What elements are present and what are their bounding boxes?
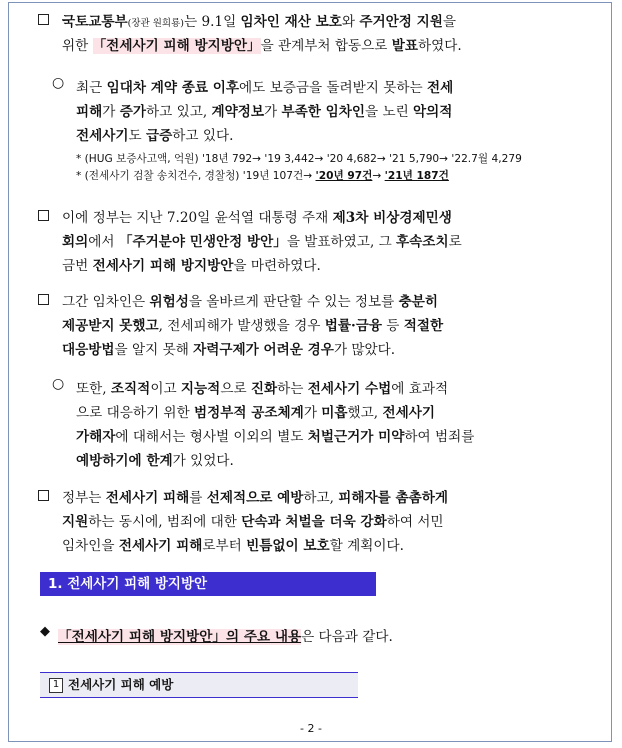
text: 부족한 임차인 [281, 104, 365, 120]
text: 하고 있고, [145, 104, 212, 120]
text: 에도 보증금을 돌려받지 못하는 [238, 80, 427, 96]
summary-title: 「전세사기 피해 방지방안」의 주요 내용 [58, 629, 302, 645]
text: 하고 있다. [172, 128, 234, 144]
text: 임차인 재산 보호 [240, 14, 342, 30]
text: 을 노린 [365, 104, 414, 120]
text: 발표 [391, 38, 418, 54]
text: 빈틈없이 보호 [246, 538, 330, 554]
text: 전세 [426, 80, 454, 96]
text: 에서 [88, 234, 119, 250]
paragraph-2-line-3 [76, 124, 233, 144]
subsection-heading [40, 672, 358, 698]
paragraph-5-line-2 [76, 401, 435, 421]
paragraph-6-line-3 [62, 534, 404, 554]
text: 을 알지 못해 [114, 342, 194, 358]
text: 로부터 [202, 538, 247, 554]
text: 을 올바르게 판단할 수 있는 정보를 [188, 294, 399, 310]
text: 와 [341, 14, 360, 30]
text: 하는 [277, 381, 308, 397]
text: 법률·금융 [324, 318, 382, 334]
text: 하여 범죄를 [404, 429, 475, 445]
text: 을 [442, 14, 457, 30]
text: 「주거분야 민생안정 방안」 [118, 234, 287, 250]
text: 로 [448, 234, 462, 250]
text: 가해자 [76, 429, 116, 445]
circle-bullet-icon: ○ [52, 376, 65, 392]
text: 전세사기 [76, 128, 129, 144]
text: 등 [381, 318, 404, 334]
section-heading: 1. 전세사기 피해 방지방안 [40, 572, 376, 596]
text: 선제적으로 예방 [206, 490, 304, 506]
text: 피해자를 촘촘하게 [338, 490, 449, 506]
text: 계약정보 [211, 104, 265, 120]
paragraph-2-line-1 [76, 76, 453, 96]
highlighted-title: 「전세사기 피해 방지방안」 [92, 38, 261, 54]
text: 하였다. [417, 38, 462, 54]
text: 지능적 [180, 381, 221, 397]
text: 자력구제가 어려운 경우 [193, 342, 334, 358]
diamond-bullet-icon: ◆ [40, 624, 50, 639]
text: 회의 [62, 234, 89, 250]
text: 범정부적 공조체계 [194, 405, 304, 421]
text: 으로 대응하기 위한 [76, 405, 195, 421]
text: 을 발표하였고, 그 [286, 234, 397, 250]
text: 가 [264, 104, 282, 120]
text: 피해 [76, 104, 103, 120]
paragraph-2-line-2 [76, 100, 452, 120]
text: 조직적 [110, 381, 151, 397]
page-number: - 2 - [300, 722, 322, 735]
text: 하는 동시에, 범죄에 대한 [88, 514, 242, 530]
paragraph-5-line-1 [76, 377, 448, 397]
paragraph-5-line-3 [76, 425, 474, 445]
paragraph-3-line-3 [62, 254, 321, 274]
text: 충분히 [398, 294, 439, 310]
text: 임대차 계약 종료 이후 [106, 80, 239, 96]
text: 하고, [303, 490, 339, 506]
text: 그간 임차인은 [62, 294, 150, 310]
text: 제3차 비상경제민생 [332, 210, 452, 226]
text: 가 [102, 104, 120, 120]
text: 했고, [347, 405, 383, 421]
text: (장관 원희룡) [127, 18, 184, 29]
text: 처벌근거가 미약 [307, 429, 405, 445]
text: 으로 [220, 381, 251, 397]
text: 대응방법 [62, 342, 115, 358]
paragraph-4-line-3 [62, 338, 395, 358]
text: 적절한 [403, 318, 444, 334]
text: 전세사기 피해 [105, 490, 190, 506]
text: 전세사기 수법 [307, 381, 392, 397]
text: 지원 [62, 514, 89, 530]
text: 임차인을 [62, 538, 119, 554]
text: 을 마련하였다. [233, 258, 321, 274]
text: 또한, [76, 381, 111, 397]
circle-bullet-icon: ○ [52, 75, 65, 91]
paragraph-6-line-2 [62, 510, 444, 530]
text: * (전세사기 검찰 송치건수, 경찰청) '19년 107건→ [76, 170, 316, 182]
text: 전세사기 피해 방지방안 [92, 258, 234, 274]
checkbox-bullet-icon [38, 210, 49, 221]
text: 증가 [119, 104, 146, 120]
text: 전세사기 [382, 405, 435, 421]
text: 정부는 [62, 490, 106, 506]
text: 미흡 [321, 405, 348, 421]
paragraph-3-line-2 [62, 230, 462, 250]
text: 에 효과적 [391, 381, 449, 397]
text: 하여 서민 [386, 514, 444, 530]
text: 에 대해서는 형사벌 이외의 별도 [115, 429, 308, 445]
subsection-title: 전세사기 피해 예방 [68, 677, 174, 692]
text: 위한 [62, 38, 93, 54]
text: 도 [128, 128, 146, 144]
text: 를 [189, 490, 207, 506]
text: 은 다음과 같다. [301, 629, 393, 645]
paragraph-4-line-1 [62, 290, 438, 310]
text: 전세사기 피해 [118, 538, 203, 554]
text: 할 계획이다. [329, 538, 404, 554]
paragraph-6-line-1 [62, 486, 448, 506]
text: 을 관계부처 합동으로 [260, 38, 392, 54]
text: 진화 [250, 381, 278, 397]
text: 위험성 [149, 294, 189, 310]
number-box: 1 [49, 678, 63, 693]
text: 제공받지 못했고 [62, 318, 159, 334]
text: 가 [303, 405, 322, 421]
footnote-police [76, 168, 449, 183]
summary-line [58, 625, 393, 645]
text: 후속조치 [396, 234, 449, 250]
text: 가 있었다. [172, 453, 234, 469]
paragraph-1-line-1 [62, 10, 456, 30]
text: 주거안정 지원 [359, 14, 443, 30]
text: 국토교통부 [62, 14, 128, 30]
text: 악의적 [413, 104, 453, 120]
text: 예방하기에 한계 [76, 453, 173, 469]
text: → [372, 170, 385, 182]
text: , 전세피해가 발생했을 경우 [158, 318, 325, 334]
checkbox-bullet-icon [38, 294, 49, 305]
text: 금번 [62, 258, 93, 274]
text: 이고 [150, 381, 181, 397]
checkbox-bullet-icon [38, 14, 49, 25]
paragraph-5-line-4 [76, 449, 234, 469]
text: 는 9.1일 [184, 14, 241, 30]
paragraph-3-line-1 [62, 206, 452, 226]
text: 급증 [145, 128, 173, 144]
text: 단속과 처벌을 더욱 강화 [241, 514, 387, 530]
text: '20년 97건 [315, 170, 373, 182]
paragraph-1-line-2 [62, 34, 462, 54]
text: 이에 정부는 지난 7.20일 윤석열 대통령 주재 [62, 210, 333, 226]
text: 최근 [76, 80, 107, 96]
footnote-hug: * (HUG 보증사고액, 억원) '18년 792→ '19 3,442→ '20 4,682→ '21 5,790→ '22.7월 4,279 [76, 153, 522, 165]
text: '21년 187건 [384, 170, 449, 182]
checkbox-bullet-icon [38, 490, 49, 501]
text: 가 많았다. [333, 342, 396, 358]
paragraph-4-line-2 [62, 314, 443, 334]
